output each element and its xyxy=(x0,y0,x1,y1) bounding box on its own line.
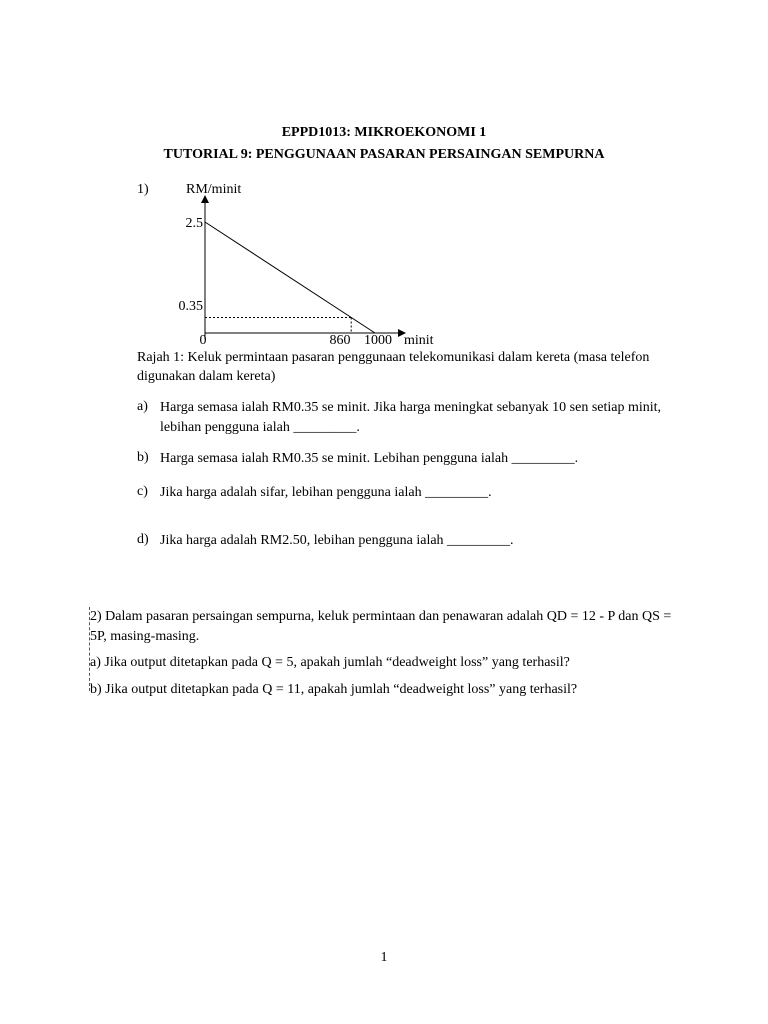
y-axis-label: RM/minit xyxy=(186,182,242,197)
part-c-text: Jika harga adalah sifar, lebihan pengguna ialah _________. xyxy=(160,485,492,500)
question-1-number: 1) xyxy=(137,182,149,197)
part-c-label: c) xyxy=(137,484,148,499)
part-b-label: b) xyxy=(137,450,149,465)
course-title: EPPD1013: MIKROEKONOMI 1 xyxy=(281,125,487,140)
part-a-label: a) xyxy=(137,399,148,414)
x-axis-label: minit xyxy=(404,333,434,348)
figure-caption: Rajah 1: Keluk permintaan pasaran penggunaan telekomunikasi dalam kereta (masa telefon digunakan dalam kereta) xyxy=(137,350,650,384)
question-2-intro: 2) Dalam pasaran persaingan sempurna, keluk permintaan dan penawaran adalah QD = 12 - P dan QS = 5P, masing-masing. xyxy=(90,609,672,644)
question-2-part-a: a) Jika output ditetapkan pada Q = 5, apakah jumlah “deadweight loss” yang terhasil? xyxy=(90,655,570,670)
part-d-text: Jika harga adalah RM2.50, lebihan pengguna ialah _________. xyxy=(160,533,514,548)
y-tick-label: 2.5 xyxy=(185,216,203,231)
page-number: 1 xyxy=(380,950,388,965)
tutorial-title: TUTORIAL 9: PENGGUNAAN PASARAN PERSAINGAN SEMPURNA xyxy=(163,147,605,162)
part-b-text: Harga semasa ialah RM0.35 se minit. Lebihan pengguna ialah _________. xyxy=(160,451,579,466)
y-tick-label: 0.35 xyxy=(178,299,203,314)
x-tick-label: 860 xyxy=(329,333,351,348)
part-a-text: Harga semasa ialah RM0.35 se minit. Jika harga meningkat sebanyak 10 sen setiap minit, lebihan pengguna ialah _________. xyxy=(160,400,662,435)
demand-curve xyxy=(205,222,375,333)
demand-curve-chart xyxy=(0,0,768,400)
question-2-part-b: b) Jika output ditetapkan pada Q = 11, apakah jumlah “deadweight loss” yang terhasil? xyxy=(90,682,578,697)
x-tick-label: 1000 xyxy=(364,333,392,348)
x-tick-label: 0 xyxy=(199,333,207,348)
part-d-label: d) xyxy=(137,532,149,547)
